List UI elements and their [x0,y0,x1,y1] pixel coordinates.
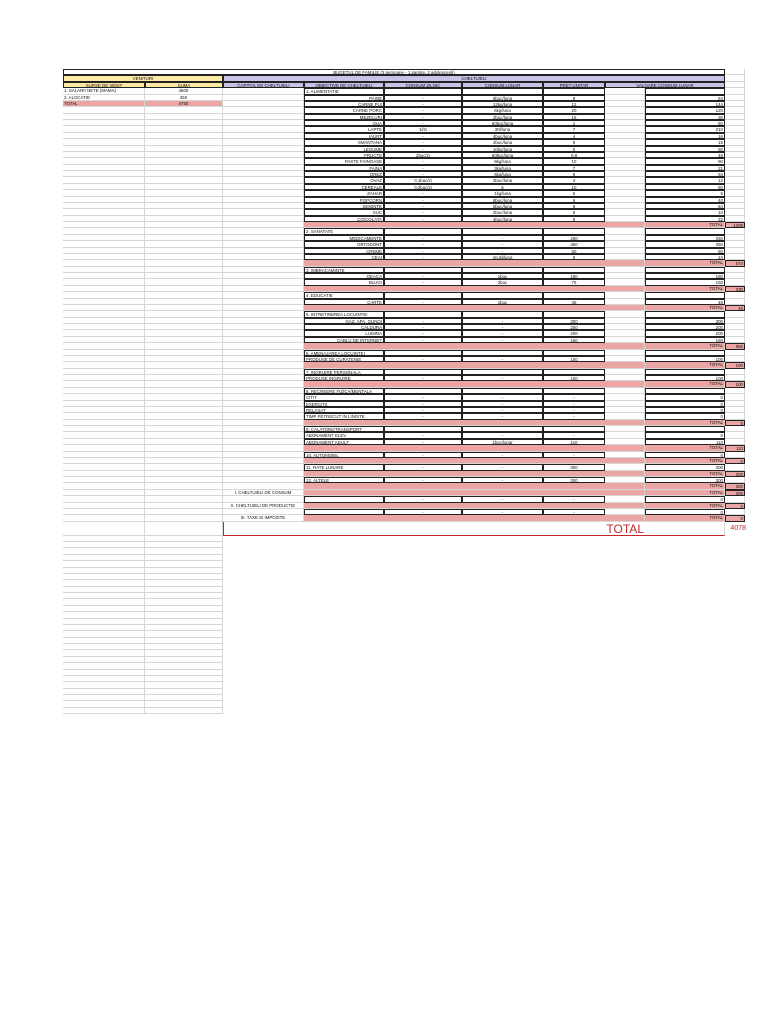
daily-consumption: - [384,254,462,260]
empty-cell [145,522,223,536]
unit-price: 15 [543,114,605,120]
income-amount: 250 [145,95,223,101]
daily-consumption: - [384,203,462,209]
daily-consumption: 2buc/zi [384,152,462,158]
item-value: 100 [645,356,725,362]
unit-price: 10 [543,158,605,164]
section-header: 3. IMBRACAMINTE [304,267,384,273]
monthly-consumption: 60buc/luna [462,152,543,158]
expense-column-header: VALOARE CONSUM LUNAR [605,82,725,88]
unit-price: 8 [543,95,605,101]
income-source-header: SURSE DE VENIT [63,82,145,88]
item-name: RELAXAT [304,407,384,413]
item-value: 200 [645,330,725,336]
item-value: 250 [645,235,725,241]
monthly-consumption: 60buc/luna [462,120,543,126]
monthly-consumption: 6kg/luna [462,107,543,113]
item-value: 120 [645,107,725,113]
item-value: 350 [645,241,725,247]
monthly-consumption: 1buc/lunar [462,439,543,445]
item-name: GAZ, APA, GUNOI [304,318,384,324]
unit-price: 4 [543,133,605,139]
capitol-label: III. TAXE SI IMPOZITE [223,515,304,521]
monthly-consumption: - [462,407,543,413]
monthly-consumption: - [462,330,543,336]
unit-price: 110 [543,439,605,445]
item-name: OREZ [304,171,384,177]
total-label: TOTAL [645,490,725,496]
total-label: TOTAL [645,343,725,349]
item-value: 0 [645,401,725,407]
capitol-total-value: 0 [725,503,745,509]
monthly-consumption: - [462,248,543,254]
monthly-consumption: 2buc/luna [462,139,543,145]
monthly-consumption: - [462,413,543,419]
monthly-consumption: - [462,394,543,400]
empty-cell [63,708,145,714]
unit-price: 9 [543,139,605,145]
monthly-consumption: 2buc [462,279,543,285]
total-label: TOTAL [645,260,725,266]
item-name: CARTE [304,299,384,305]
daily-consumption: - [384,241,462,247]
item-value: 48 [645,152,725,158]
unit-price: 300 [543,464,605,470]
item-name: LAPTE [304,126,384,132]
daily-consumption: - [384,413,462,419]
item-value: 0 [645,413,725,419]
item-name: CEAI [304,254,384,260]
monthly-consumption: 10kg/luna [462,146,543,152]
monthly-consumption: 3buc/luna [462,177,543,183]
item-name: BLUGI [304,279,384,285]
monthly-consumption: 4cutii/luna [462,254,543,260]
item-value: 200 [645,324,725,330]
section-header: 5. INTRETINEREA LOCUINTEI [304,311,384,317]
monthly-consumption: - [462,318,543,324]
item-value: 90 [645,158,725,164]
item-value: 24 [645,254,725,260]
daily-consumption: - [384,95,462,101]
item-name: OVAZ [304,177,384,183]
item-value: 144 [645,101,725,107]
section-total-value: 100 [725,381,745,387]
income-total-label: TOTAL [63,101,145,107]
item-name: PASTE FAINOASE [304,158,384,164]
daily-consumption: - [384,139,462,145]
total-label: TOTAL [645,515,725,521]
item-value: 0 [645,394,725,400]
item-value: 30 [645,114,725,120]
item-value: 300 [645,318,725,324]
daily-consumption: - [384,107,462,113]
daily-consumption: - [384,248,462,254]
monthly-consumption: 4buc/luna [462,216,543,222]
item-name: FRUCTE [304,152,384,158]
income-source: 1. SALARII NETE (MAMA) [63,88,145,94]
item-name: CALDURA [304,324,384,330]
monthly-consumption: 8buc/luna [462,95,543,101]
section-total-value: 0 [725,458,745,464]
capitol-total-value: 0 [725,515,745,521]
total-label: TOTAL [645,286,725,292]
unit-price: 200 [543,324,605,330]
item-name: CITIT [304,394,384,400]
expense-column-header: CONSUM LUNAR [462,82,543,88]
daily-consumption: - [384,146,462,152]
unit-price: 160 [543,337,605,343]
filler-row [63,708,706,714]
item-name: TIMP PETRECUT IN LINISTE [304,413,384,419]
grand-total-value: 4078 [730,524,746,532]
item-name: CIOCOLATA [304,216,384,222]
item-value: 32 [645,216,725,222]
unit-price: 250 [543,235,605,241]
budget-title: BUGETUL DE FAMILIE (3 persoane - 1 parinte, 2 adolescenti) [63,69,725,75]
expense-column-header: CONSUM ZILNIC [384,82,462,88]
monthly-consumption: - [462,241,543,247]
monthly-consumption: 30l/luna [462,126,543,132]
item-name: PRODUSE INGRIJIRE [304,375,384,381]
daily-consumption: - [384,356,462,362]
daily-consumption: - [384,477,462,483]
daily-consumption: - [384,158,462,164]
monthly-consumption: 1buc [462,299,543,305]
daily-consumption: - [384,299,462,305]
monthly-consumption: 8buc/luna [462,203,543,209]
monthly-consumption: - [462,324,543,330]
unit-price: 8 [543,216,605,222]
total-label: TOTAL [645,503,725,509]
section-total-value: 100 [725,362,745,368]
daily-consumption: - [384,133,462,139]
daily-consumption: - [384,235,462,241]
unit-price: 180 [543,273,605,279]
monthly-consumption: - [462,496,543,502]
item-value: 16 [645,133,725,139]
item-value: 50 [645,248,725,254]
daily-consumption: - [384,324,462,330]
unit-price: 45 [543,299,605,305]
unit-price: 100 [543,375,605,381]
item-value: 12 [645,177,725,183]
daily-consumption: - [384,190,462,196]
item-name: CARNE PUI [304,101,384,107]
monthly-consumption: - [462,235,543,241]
section-header: 7. INGRIJIRE PERSONALA [304,369,384,375]
grand-total-band [223,522,725,536]
total-label: TOTAL [645,222,725,228]
daily-consumption: - [384,114,462,120]
section-header: 11. RATE LUNARE [304,464,384,470]
item-value: 210 [645,126,725,132]
section-total-value: 110 [725,445,745,451]
total-label: TOTAL [645,381,725,387]
unit-price: 50 [543,248,605,254]
item-name: PAINE [304,95,384,101]
income-sum-header: SUMA [145,82,223,88]
monthly-consumption: 6kg/luna [462,171,543,177]
item-value: 64 [645,203,725,209]
item-name: SMANTANA [304,139,384,145]
item-name: POPCORN [304,197,384,203]
monthly-consumption: 8buc/luna [462,197,543,203]
unit-price: 0.8 [543,152,605,158]
monthly-consumption: 1buc [462,273,543,279]
expense-section-label: CHELTUIELI [223,75,725,81]
section-total-value: 1209 [725,222,745,228]
daily-consumption: - [384,273,462,279]
section-total-value: 0 [725,420,745,426]
item-value: 100 [645,375,725,381]
section-header: 10. AUTOMOBIL [304,452,384,458]
monthly-consumption: - [462,509,543,515]
unit-price: - [543,394,605,400]
daily-consumption: - [384,209,462,215]
item-value: 6 [645,190,725,196]
monthly-consumption: - [462,375,543,381]
section-header: 12. ALTELE [304,477,384,483]
item-name: FAINA [304,165,384,171]
monthly-consumption: 9kg/luna [462,158,543,164]
expense-column-header: OBIECTIVE DE CHELTUIELI [304,82,384,88]
unit-price: 6 [543,254,605,260]
item-value: 160 [645,337,725,343]
unit-price: 20 [543,107,605,113]
daily-consumption: - [384,375,462,381]
item-value: 60 [645,120,725,126]
item-value: 50 [645,146,725,152]
unit-price: 1 [543,120,605,126]
item-name: PRODUSE DE CURATENIE [304,356,384,362]
unit-price: 7 [543,165,605,171]
item-value: 0 [645,509,725,515]
item-name: CEREALE [304,184,384,190]
unit-price: - [543,401,605,407]
total-label: TOTAL [645,471,725,477]
daily-consumption: - [384,464,462,470]
item-name: CABLU DE INTERNET [304,337,384,343]
monthly-consumption: - [462,337,543,343]
item-name: CARNE PORC [304,107,384,113]
unit-price: 9 [543,171,605,177]
daily-consumption: - [384,496,462,502]
unit-price: - [543,413,605,419]
item-name: GEACA [304,273,384,279]
monthly-consumption: 1kg/luna [462,190,543,196]
daily-consumption: - [384,279,462,285]
section-total-value: 860 [725,343,745,349]
daily-consumption: - [384,432,462,438]
item-value: 60 [645,184,725,190]
total-label: TOTAL [645,305,725,311]
section-total-value: 300 [725,471,745,477]
monthly-consumption: - [462,356,543,362]
empty-cell [145,708,223,714]
unit-price: 4 [543,177,605,183]
income-total-value: 4750 [145,101,223,107]
monthly-consumption: - [462,464,543,470]
daily-consumption: - [384,165,462,171]
daily-consumption: - [384,216,462,222]
capitol-label: II. CHELTUIELI DE PRODUCTIE [223,503,304,509]
item-value: 0 [645,452,725,458]
daily-consumption: 0,1buc/zi [384,177,462,183]
monthly-consumption: - [462,477,543,483]
item-value: 180 [645,273,725,279]
capitol-total-value: 300 [725,490,745,496]
daily-consumption: 0,2buc/zi [384,184,462,190]
grand-total-label: TOTAL [606,521,644,536]
section-total-value: 674 [725,260,745,266]
item-value: 40 [645,197,725,203]
daily-consumption: - [384,394,462,400]
section-total-value: 330 [725,286,745,292]
item-name: OUA [304,120,384,126]
empty-cell [63,522,145,536]
section-header: 1. ALIMENTATIE [304,88,384,94]
total-label: TOTAL [645,445,725,451]
item-name: EXERCITII [304,401,384,407]
item-value: 300 [645,464,725,470]
item-value: 45 [645,299,725,305]
item-value: 54 [645,171,725,177]
capitol-label: I. CHELTUIELI DE CONSUM [223,490,304,496]
item-name: MEDICAMENTE [304,235,384,241]
section-header: 9. CALATORII/TRANSPORT [304,426,384,432]
item-value: 0 [645,496,725,502]
item-name: MEZELURI [304,114,384,120]
daily-consumption: - [384,318,462,324]
unit-price: 75 [543,279,605,285]
item-value: 0 [645,432,725,438]
item-name: SUC [304,209,384,215]
monthly-consumption: - [462,401,543,407]
daily-consumption: - [384,101,462,107]
unit-price: 200 [543,330,605,336]
unit-price: 8 [543,203,605,209]
daily-consumption: - [384,337,462,343]
monthly-consumption: 12kg/luna [462,101,543,107]
unit-price: 10 [543,184,605,190]
section-header: 2. SANATATE [304,228,384,234]
unit-price: 6 [543,190,605,196]
total-label: TOTAL [645,420,725,426]
unit-price: - [543,509,605,515]
unit-price: - [543,496,605,502]
item-value: 300 [645,477,725,483]
item-name: ABONAMENT ADULT [304,439,384,445]
monthly-consumption: 2buc/luna [462,114,543,120]
expense-column-header: PRET UNITAR [543,82,605,88]
item-name: CREME [304,248,384,254]
unit-price: 12 [543,101,605,107]
section-header: 8. RECREERE FIZICA/MENTALA [304,388,384,394]
daily-consumption: - [384,509,462,515]
item-name: ORTODONT [304,241,384,247]
unit-price: 5 [543,146,605,152]
item-value: 0 [645,407,725,413]
daily-consumption: - [384,330,462,336]
unit-price: 7 [543,126,605,132]
item-name: LUMINA [304,330,384,336]
daily-consumption: - [384,439,462,445]
item-name: SEMINTE [304,203,384,209]
unit-price: - [543,407,605,413]
item-value: 110 [645,439,725,445]
item-name: IAURT [304,133,384,139]
item-value: 21 [645,165,725,171]
section-header: 6. AMENAJAREA LOCUINTEI [304,350,384,356]
daily-consumption: - [384,120,462,126]
total-label: TOTAL [645,458,725,464]
total-label: TOTAL [645,362,725,368]
income-section-label: VENITURI [63,75,223,81]
monthly-consumption: 3kg/luna [462,165,543,171]
unit-price: - [543,452,605,458]
unit-price: 100 [543,356,605,362]
unit-price: 350 [543,241,605,247]
item-value: 150 [645,279,725,285]
unit-price: 5 [543,209,605,215]
monthly-consumption: - [462,432,543,438]
unit-price: 300 [543,477,605,483]
daily-consumption: 1l/zi [384,126,462,132]
item-value: 64 [645,95,725,101]
monthly-consumption: 4buc/luna [462,133,543,139]
unit-price: - [543,432,605,438]
grand-total-row [63,521,746,536]
item-name: ABONAMENT ELEV [304,432,384,438]
unit-price: 300 [543,318,605,324]
section-header: 4. EDUCATIE [304,292,384,298]
expense-column-header: CAPITOL DE CHELTUIELI [223,82,304,88]
section-total-value: 300 [725,483,745,489]
item-value: 10 [645,209,725,215]
income-source: 2. ALOCATIE [63,95,145,101]
total-label: TOTAL [645,483,725,489]
daily-consumption: - [384,452,462,458]
daily-consumption: - [384,197,462,203]
monthly-consumption: 6 [462,184,543,190]
item-name: ZAHAR [304,190,384,196]
daily-consumption: - [384,401,462,407]
item-value: 18 [645,139,725,145]
unit-price: 5 [543,197,605,203]
income-amount: 4500 [145,88,223,94]
monthly-consumption: - [462,452,543,458]
item-name: LEGUME [304,146,384,152]
daily-consumption: - [384,407,462,413]
budget-sheet [63,69,746,714]
monthly-consumption: 2buc/luna [462,209,543,215]
daily-consumption: - [384,171,462,177]
section-total-value: 45 [725,305,745,311]
